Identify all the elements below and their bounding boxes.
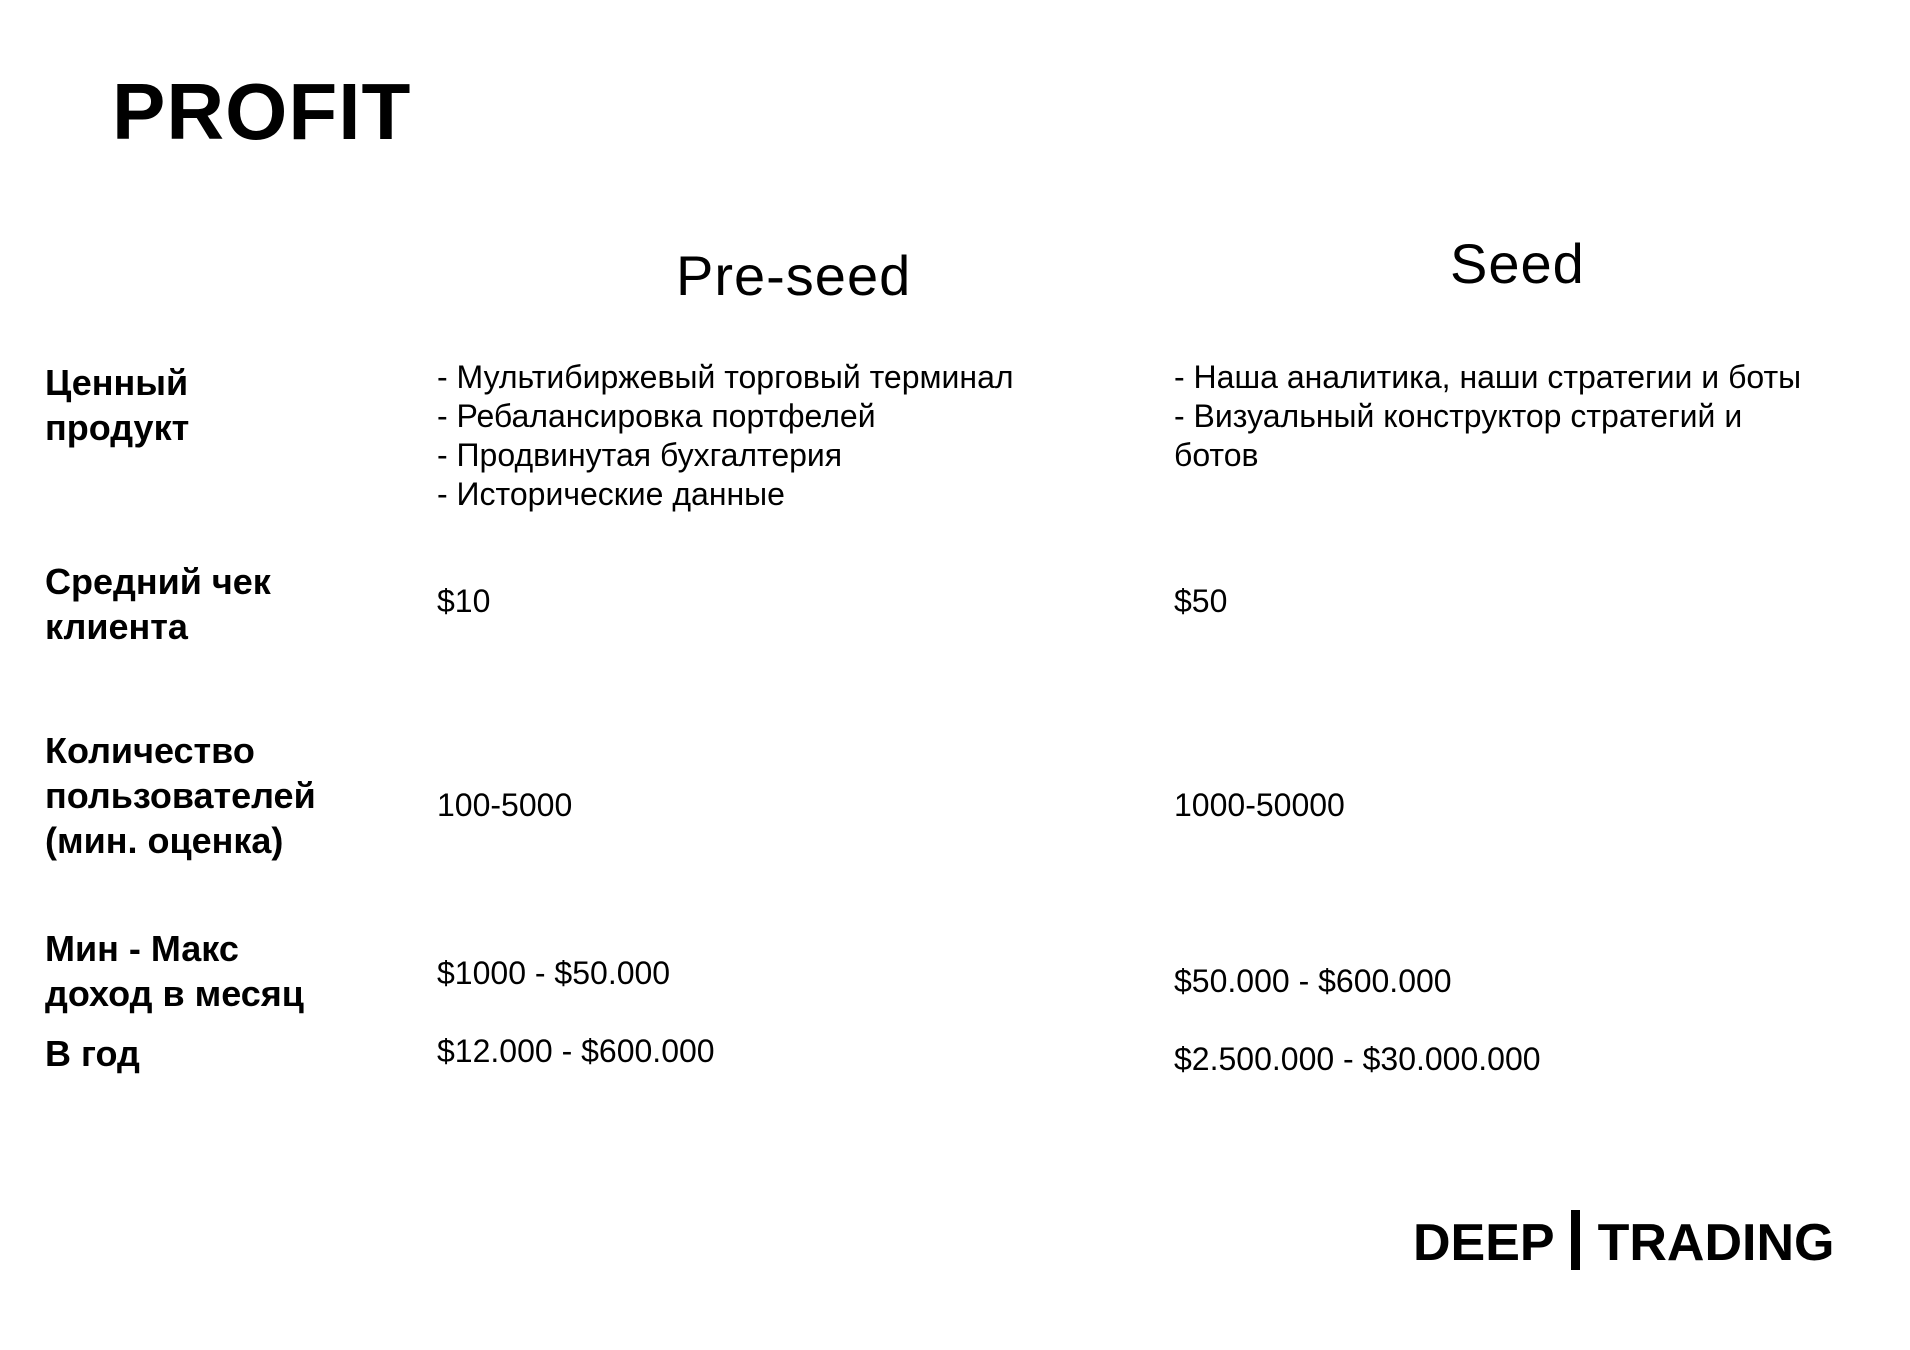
pre-seed-average-check: $10 xyxy=(437,583,491,619)
row-label-user-count: Количество пользователей (мин. оценка) xyxy=(45,730,316,861)
pre-seed-monthly-income: $1000 - $50.000 xyxy=(437,955,671,991)
logo-word-trading: TRADING xyxy=(1597,1214,1835,1272)
row-label-yearly-income: В год xyxy=(45,1033,140,1074)
seed-average-check: $50 xyxy=(1174,583,1228,619)
row-label-valuable-product: Ценный продукт xyxy=(45,362,190,448)
pre-seed-user-count: 100-5000 xyxy=(437,787,573,823)
seed-product-list: - Наша аналитика, наши стратегии и боты - Визуальный конструктор стратегий и ботов xyxy=(1174,359,1802,473)
seed-yearly-income: $2.500.000 - $30.000.000 xyxy=(1174,1041,1541,1077)
brand-logo xyxy=(1413,1210,1834,1275)
column-header-seed: Seed xyxy=(1450,232,1585,295)
row-label-average-check: Средний чек клиента xyxy=(45,561,271,647)
row-label-monthly-income: Мин - Макс доход в месяц xyxy=(45,928,304,1014)
pre-seed-product-list: - Мультибиржевый торговый терминал - Ребалансировка портфелей - Продвинутая бухгалтерия - Исторические данные xyxy=(437,359,1014,512)
seed-user-count: 1000-50000 xyxy=(1174,787,1345,823)
seed-monthly-income: $50.000 - $600.000 xyxy=(1174,963,1452,999)
column-header-pre-seed: Pre-seed xyxy=(676,244,912,307)
page-title: PROFIT xyxy=(112,67,412,156)
logo-divider xyxy=(1571,1210,1580,1270)
logo-word-deep: DEEP xyxy=(1413,1214,1555,1272)
pre-seed-yearly-income: $12.000 - $600.000 xyxy=(437,1033,715,1069)
